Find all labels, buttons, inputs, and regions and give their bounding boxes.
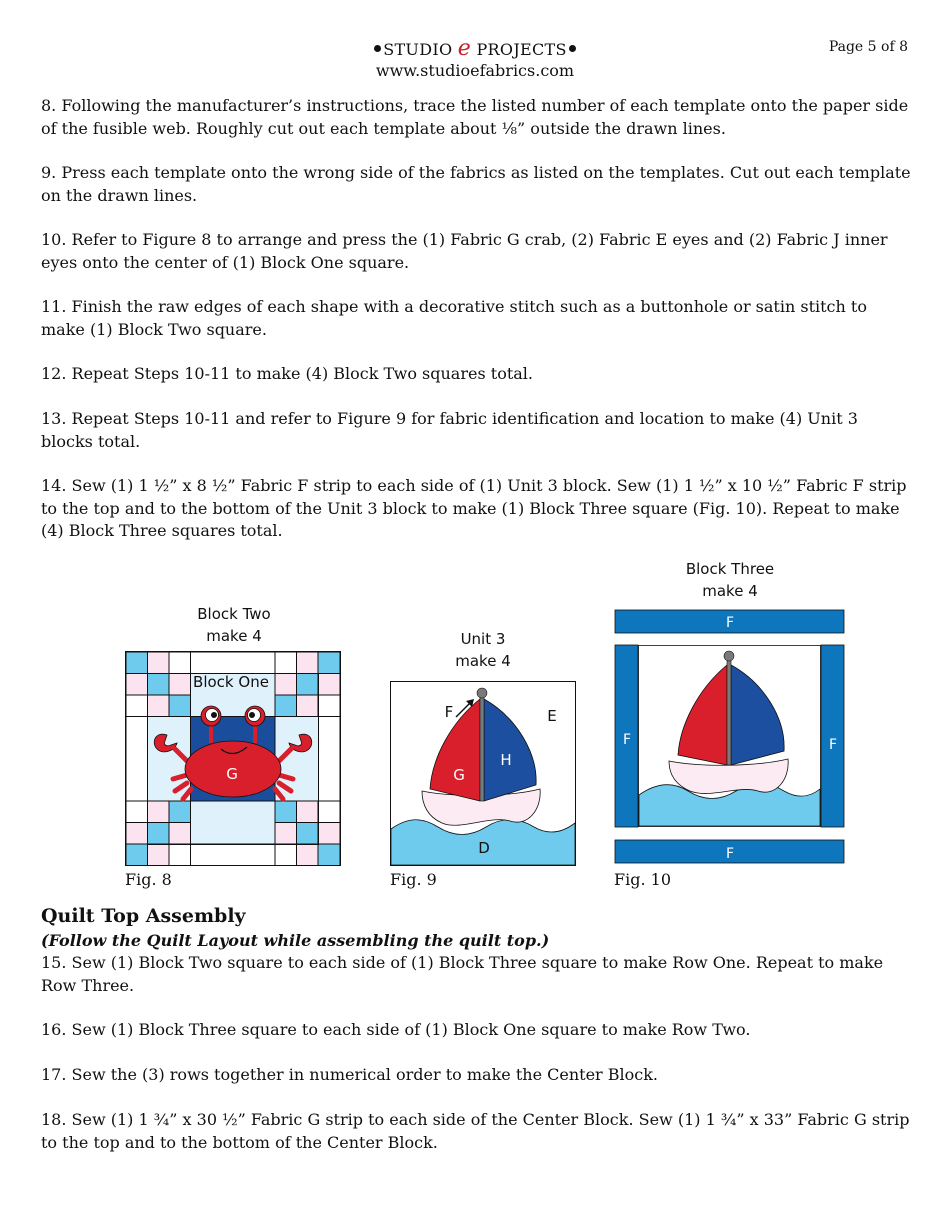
label-f: F bbox=[444, 703, 454, 721]
fig10-title: Block Three make 4 bbox=[685, 560, 775, 600]
mast-top-ball bbox=[724, 651, 734, 661]
step-12: 12. Repeat Steps 10-11 to make (4) Block Two squares total. bbox=[41, 364, 533, 383]
step-18: 18. Sew (1) 1 ¾” x 30 ½” Fabric G strip to each side of the Center Block. Sew (1) 1 ¾” x 33” Fabric G strip to the top and to the bottom of the Center Block. bbox=[41, 1110, 910, 1152]
label-g: G bbox=[453, 766, 465, 784]
mast-top-ball bbox=[477, 688, 487, 698]
corner-nine-patch-bl bbox=[126, 801, 191, 866]
corner-nine-patch-br bbox=[275, 801, 340, 866]
fig9-unit3-diagram bbox=[390, 681, 577, 867]
corner-nine-patch-tr bbox=[275, 652, 340, 717]
step-13: 13. Repeat Steps 10-11 and refer to Figure 9 for fabric identification and location to make (4) Unit 3 blocks total. bbox=[41, 409, 858, 451]
right-strip-f bbox=[821, 645, 844, 827]
corner-nine-patch-tl bbox=[126, 652, 191, 717]
svg-text:F: F bbox=[725, 846, 735, 862]
step-16: 16. Sew (1) Block Three square to each side of (1) Block One square to make Row Two. bbox=[41, 1020, 751, 1039]
bullet-icon bbox=[374, 45, 381, 52]
step-14: 14. Sew (1) 1 ½” x 8 ½” Fabric F strip to each side of (1) Unit 3 block. Sew (1) 1 ½” x 10 ½” Fabric F strip to the top and to the bottom of the Unit 3 block to make (1) Block Three square (Fig. 10). Repeat to make (4) Block Three squares total. bbox=[41, 476, 907, 540]
fig10-block-three-diagram bbox=[614, 609, 846, 865]
step-15: 15. Sew (1) Block Two square to each side of (1) Block Three square to make Row One. Repeat to make Row Three. bbox=[41, 953, 884, 995]
fig10-caption: Fig. 10 bbox=[614, 870, 671, 889]
step-11: 11. Finish the raw edges of each shape with a decorative stitch such as a buttonhole or satin stitch to make (1) Block Two square. bbox=[41, 297, 867, 339]
label-h: H bbox=[500, 751, 512, 769]
fig8-block-two-diagram bbox=[125, 651, 342, 867]
block-one-label: Block One bbox=[193, 673, 269, 691]
mast bbox=[727, 659, 731, 765]
brand-logo: STUDIO e PROJECTS bbox=[0, 38, 950, 60]
fig8-title: Block Two make 4 bbox=[197, 605, 271, 645]
bullet-icon bbox=[569, 45, 576, 52]
page-number: Page 5 of 8 bbox=[828, 39, 908, 55]
step-17: 17. Sew the (3) rows together in numerical order to make the Center Block. bbox=[41, 1065, 659, 1084]
section-subheading: (Follow the Quilt Layout while assembling the quilt top.) bbox=[41, 931, 550, 950]
step-8: 8. Following the manufacturer’s instructions, trace the listed number of each template onto the paper side of the fusible web. Roughly cut out each template about ⅛” outside the drawn lines. bbox=[41, 96, 909, 138]
crab-fabric-label: G bbox=[226, 765, 238, 783]
fig8-caption: Fig. 8 bbox=[125, 870, 172, 889]
label-e: E bbox=[547, 707, 557, 725]
step-9: 9. Press each template onto the wrong side of the fabrics as listed on the templates. Cut out each template on the drawn lines. bbox=[41, 163, 911, 205]
page-header bbox=[0, 38, 950, 81]
mast bbox=[480, 695, 484, 801]
website-url: www.studioefabrics.com bbox=[375, 61, 575, 80]
label-d: D bbox=[478, 839, 490, 857]
svg-text:F: F bbox=[622, 732, 632, 748]
fig9-title: Unit 3 make 4 bbox=[455, 630, 511, 670]
svg-text:F: F bbox=[828, 737, 838, 753]
step-10: 10. Refer to Figure 8 to arrange and press the (1) Fabric G crab, (2) Fabric E eyes and (2) Fabric J inner eyes onto the center of (1) Block One square. bbox=[41, 230, 888, 272]
section-heading: Quilt Top Assembly bbox=[41, 905, 246, 927]
fig9-caption: Fig. 9 bbox=[390, 870, 437, 889]
svg-text:F: F bbox=[725, 615, 735, 631]
